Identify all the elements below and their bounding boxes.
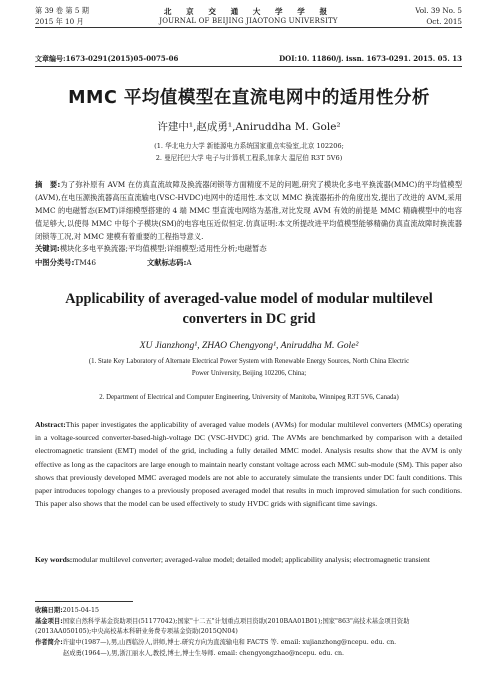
journal-name-en: JOURNAL OF BEIJING JIAOTONG UNIVERSITY (159, 17, 338, 25)
id-divider (35, 66, 462, 67)
authors-en: XU Jianzhong¹, ZHAO Chengyong¹, Aniruddha M. Gole² (139, 340, 359, 351)
keywords-cn-text: 模块化多电平换流器;平均值模型;详细模型;适用性分析;电磁暂态 (59, 244, 267, 253)
class-label: 中图分类号: (35, 258, 75, 267)
keywords-en-label: Key words: (35, 555, 73, 564)
issue-date-en: Oct. 2015 (426, 17, 462, 26)
author-bio-label: 作者简介: (35, 639, 63, 646)
doc-code-value: A (186, 258, 192, 267)
footnote-received (35, 606, 462, 616)
affiliation-en-1-line-2: Power University, Beijing 102206, China; (191, 370, 307, 377)
abstract-en (35, 418, 462, 510)
footnote-author-2: 赵成勇(1964—),男,浙江丽水人,教授,博士,博士生导师. email: chengyongzhao@ncepu. edu. cn. (63, 650, 345, 657)
header-divider (35, 27, 462, 28)
article-number: 文章编号:1673-0291(2015)05-0075-06 (35, 54, 179, 63)
footnote-author-1 (35, 638, 462, 648)
keywords-cn (35, 244, 462, 254)
affiliation-en-1 (60, 356, 438, 380)
title-cn: MMC 平均值模型在直流电网中的适用性分析 (68, 88, 430, 108)
doc-code-label: 文献标志码: (147, 258, 187, 267)
keywords-en (35, 553, 462, 566)
issue-date-cn: 2015 年 10 月 (35, 17, 84, 26)
affiliation-en-2: 2. Department of Electrical and Computer Engineering, University of Manitoba, Winnipeg R3T 5V6, Canada) (99, 394, 399, 401)
title-en-line-1: Applicability of averaged-value model of modular multilevel (65, 291, 433, 307)
affiliation-cn-1: (1. 华北电力大学 新能源电力系统国家重点实验室,北京 102206; (154, 142, 344, 150)
abstract-en-label: Abstract: (35, 420, 66, 429)
class-value: TM46 (74, 258, 97, 267)
abstract-cn (35, 178, 462, 243)
authors-cn: 许建中¹,赵成勇¹,Aniruddha M. Gole² (157, 121, 341, 133)
affiliation-en-1-line-1: (1. State Key Laboratory of Alternate Electrical Power System with Renewable Energy Sources, North China Electric (88, 358, 410, 365)
abstract-cn-text: 为了弥补原有 AVM 在仿真直流故障及换流器闭锁等方面精度不足的问题,研究了模块化多电平换流器(MMC)的平均值模型(AVM),在电压源换流器高压直流输电(VSC-HVDC)电网中的适用性.本文以 MMC 换流器拓扑的角度出发,提出了改进的 AVM,采用 MMC 的电磁暂态(EMT)详细模型搭建的 4 端 MMC 型直流电网络为基准,对比发现 AVM 有效的前提是 MMC 精确模型中的电容值足够大,以使得 MMC 中每个子模块(SM)的电容电压近似恒定.仿真证明:本文所提改进平均值模型能够精确仿真直流故障时换流器闭锁等工况,对 MMC 建模有着重要的工程指导意义. (35, 180, 462, 242)
keywords-en-text: modular multilevel converter; averaged-value model; detailed model; applicability analysis; electromagnetic transient (72, 555, 430, 564)
affiliation-cn-2: 2. 曼尼托巴大学 电子与计算机工程系,加拿大 温尼伯 R3T 5V6) (155, 154, 343, 162)
footnote-funding (35, 617, 462, 637)
abstract-cn-label: 摘 要: (35, 180, 61, 189)
running-header (35, 6, 462, 46)
received-date: 2015-04-15 (62, 607, 100, 614)
volume-issue-cn: 第 39 卷 第 5 期 (35, 6, 89, 15)
doi[interactable]: DOI:10. 11860/j. issn. 1673-0291. 2015. 05. 13 (279, 54, 462, 63)
journal-name-cn: 北 京 交 通 大 学 学 报 (163, 7, 334, 16)
funding-label: 基金项目: (35, 618, 63, 625)
received-label: 收稿日期: (35, 607, 63, 614)
volume-issue-en: Vol. 39 No. 5 (415, 6, 462, 15)
footnote-divider (35, 601, 133, 602)
author-bio-1: 许建中(1987—),男,山西临汾人,讲师,博士.研究方向为直流输电和 FACTS 等. email: xujianzhong@ncepu. edu. cn. (62, 639, 397, 646)
title-en (0, 289, 498, 329)
funding-text: 国家自然科学基金资助项目(51177042);国家"十二五"计划重点项目资助(2010BAA01B01);国家"863"高技术基金项目资助(2013AA050105);中央高校基本科研业务费专项基金资助(2015QN04) (35, 618, 410, 636)
abstract-en-text: This paper investigates the applicability of averaged value models (AVMs) for modular multilevel converters (MMCs) operating in a voltage-sourced converter-based-high-voltage DC (VSC-HVDC) grid. The AVMs are benchmarked by comparison with a detailed electromagnetic transient (EMT) model of the grid, including a fully detailed MMC model. Analysis results show that the AVM is only effective as long as the capacitors are large enough to maintain nearly constant voltage across each MMC sub-module (SM). This paper also shows that previously developed MMC averaged models are not able to accurately simulate the transients under DC fault conditions. This paper introduces topology changes to a previously proposed averaged model that results in much improved simulation for such conditions. This paper also shows that the model can be used effectively to study HVDC grids with significant time savings. (35, 420, 462, 509)
classification-line (35, 258, 462, 268)
keywords-cn-label: 关键词: (35, 244, 60, 253)
title-en-line-2: converters in DC grid (182, 311, 316, 327)
